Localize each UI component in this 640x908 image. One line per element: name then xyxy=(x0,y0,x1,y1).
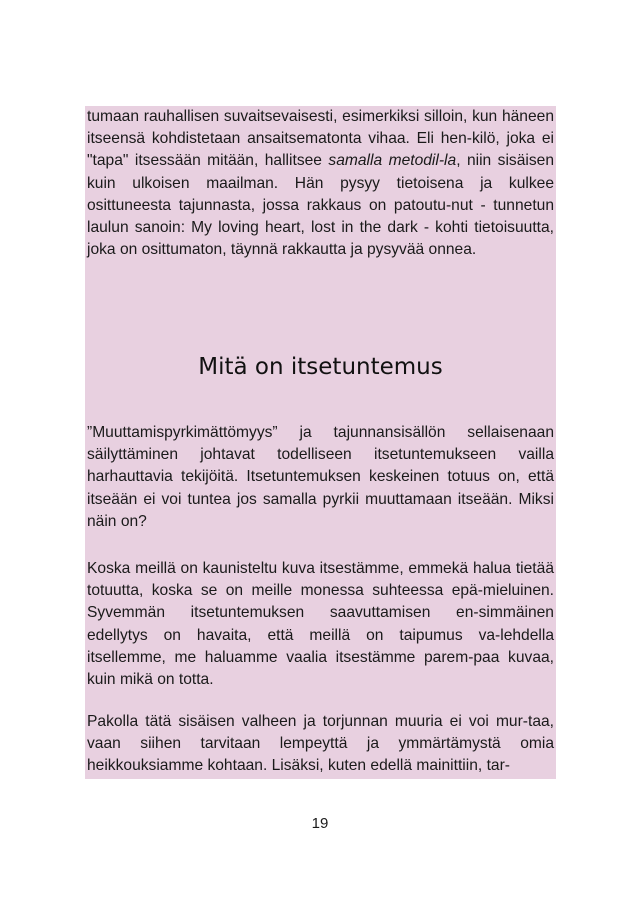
paragraph-intro-italic: samalla metodil-la xyxy=(328,152,457,170)
section-heading: Mitä on itsetuntemus xyxy=(198,354,443,380)
paragraph-gentleness: Pakolla tätä sisäisen valheen ja torjunnan muuria ei voi mur-taa, vaan siihen tarvitaan lempeyttä ja ymmärtämystä omia heikkouksiamme kohtaan. Lisäksi, kuten edellä mainittiin, tar- xyxy=(87,713,554,775)
page-number: 19 xyxy=(311,815,329,832)
page-body xyxy=(85,106,556,779)
paragraph-definition: ”Muuttamispyrkimättömyys” ja tajunnansisällön sellaisenaan säilyttäminen johtavat todelliseen itsetuntemukseen vailla harhauttavia tekijöitä. Itsetuntemuksen keskeinen totuus on, että itseään ei voi tuntea jos samalla pyrkii muuttamaan itseään. Miksi näin on? xyxy=(87,424,554,530)
paragraph-self-image: Koska meillä on kaunisteltu kuva itsestämme, emmekä halua tietää totuutta, koska se on meille monessa suhteessa epä-mieluinen. Syvemmän itsetuntemuksen saavuttamisen en-simmäinen edellytys on havaita, että meillä on taipumus va-lehdella itsellemme, me haluamme vaalia itsestämme parem-paa kuvaa, kuin mikä on totta. xyxy=(87,560,554,689)
paragraph-intro-text-a: tumaan rauhallisen suvaitsevaisesti, esimerkiksi silloin, kun häneen itseensä kohdistetaan ansaitsematonta vihaa. Eli hen-kilö, joka ei "tapa" itsessään mitään, hallitsee xyxy=(87,108,554,170)
paragraph-intro xyxy=(87,106,554,261)
paragraph-intro-text-b: , niin sisäisen kuin ulkoisen maailman. Hän pysyy tietoisena ja kulkee osittuneesta tajunnasta, jossa rakkaus on patoutu-nut - tunnetun laulun sanoin: My loving heart, lost in the dark - kohti tietoisuutta, joka on osittumaton, täynnä rakkautta ja pysyvää onnea. xyxy=(87,152,555,259)
